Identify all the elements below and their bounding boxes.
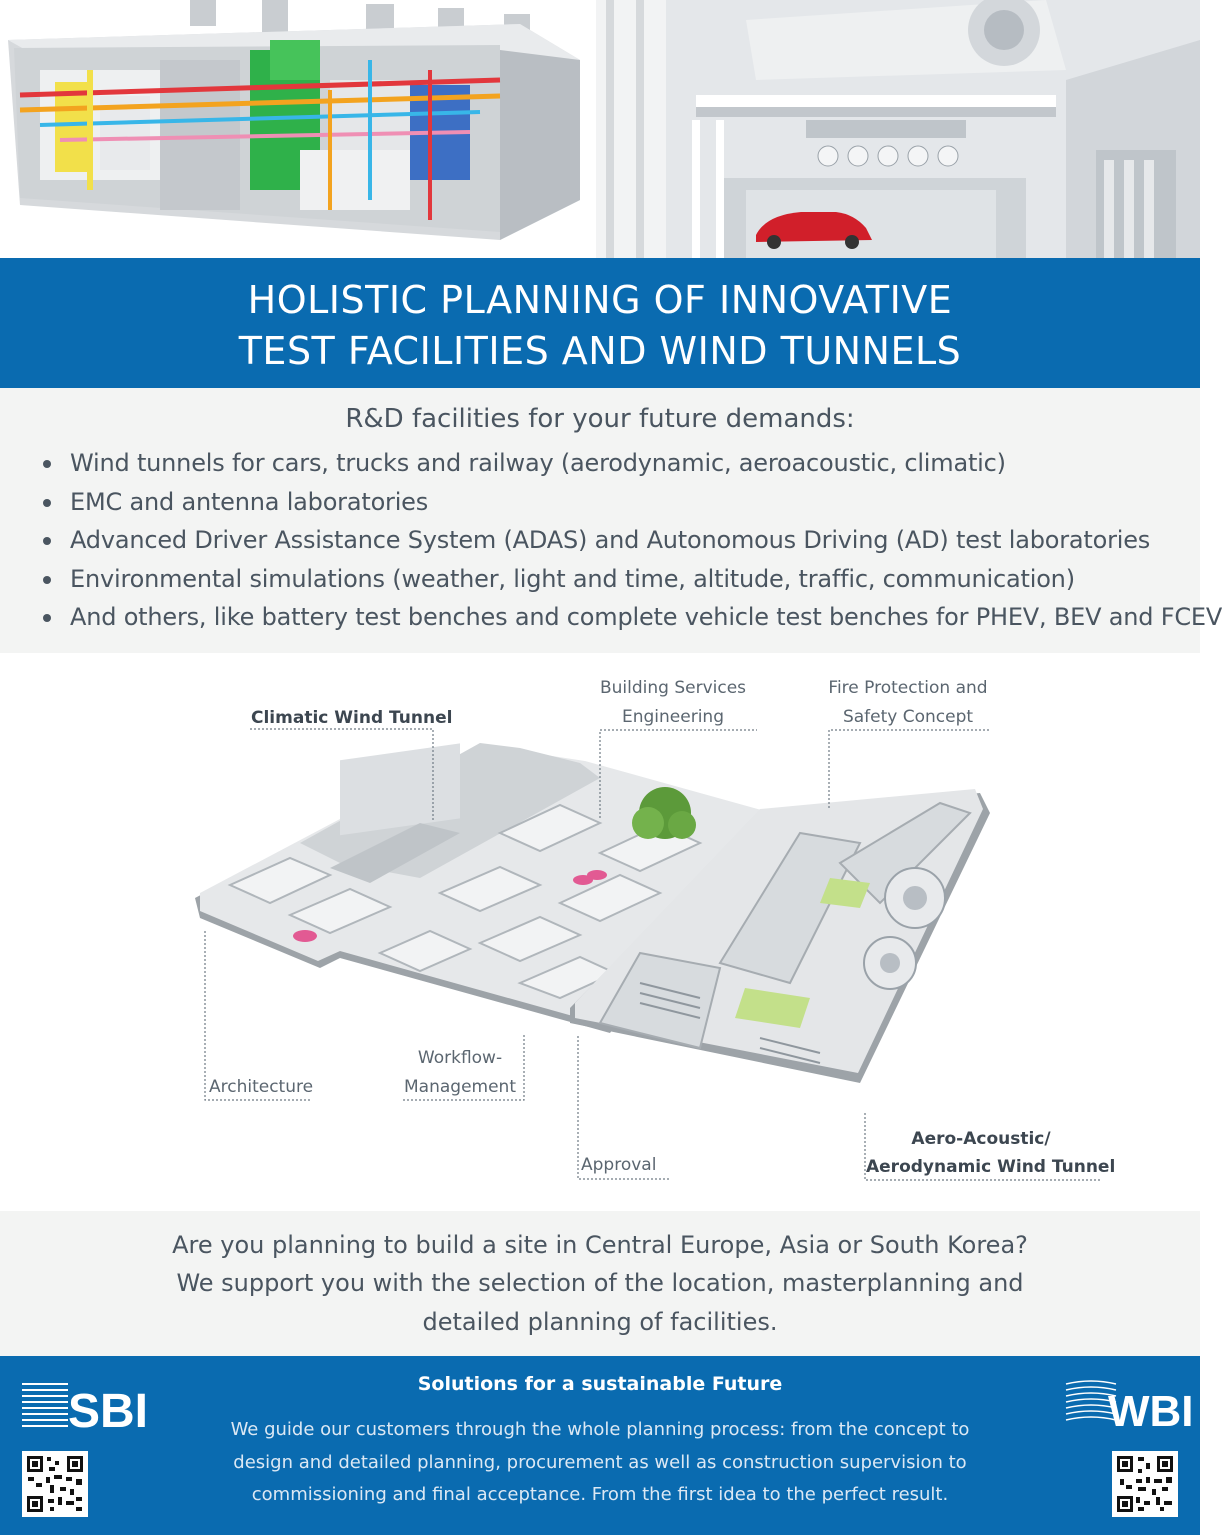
- label-climatic-wind-tunnel: Climatic Wind Tunnel: [251, 708, 453, 728]
- list-item-text: Advanced Driver Assistance System (ADAS) and Autonomous Driving (AD) test laboratories: [70, 526, 1151, 554]
- footer-text-line-3: commissioning and final acceptance. From the first idea to the perfect result.: [251, 1484, 949, 1505]
- test-facility-rendering: [0, 0, 596, 258]
- label-fire-protection-1: Fire Protection and: [828, 678, 988, 698]
- label-building-services-1: Building Services: [599, 678, 747, 698]
- wbi-logo-text: WBI: [1108, 1387, 1194, 1436]
- list-item: [40, 483, 1222, 522]
- footer-text-line-2: design and detailed planning, procurement as well as construction supervision to: [233, 1452, 967, 1473]
- bullet-icon: [43, 499, 51, 507]
- list-item: [40, 444, 1222, 483]
- label-approval: Approval: [581, 1155, 657, 1175]
- label-aero-tunnel-2: Aerodynamic Wind Tunnel: [866, 1157, 1116, 1177]
- bullet-icon: [43, 614, 51, 622]
- question-line-1: Are you planning to build a site in Central Europe, Asia or South Korea?: [172, 1231, 1028, 1259]
- sbi-logo-text: SBI: [68, 1385, 149, 1438]
- label-architecture: Architecture: [209, 1077, 314, 1097]
- footer-banner: [0, 1356, 1200, 1535]
- footer-text-line-1: We guide our customers through the whole planning process: from the concept to: [230, 1419, 970, 1440]
- list-item: [40, 521, 1222, 560]
- list-item-text: And others, like battery test benches and complete vehicle test benches for PHEV, BEV and FCEV: [70, 603, 1222, 631]
- label-workflow-1: Workflow-: [417, 1048, 503, 1068]
- question-section: [0, 1211, 1200, 1356]
- bullet-icon: [43, 537, 51, 545]
- intro-section: [0, 388, 1222, 653]
- question-line-2: We support you with the selection of the location, masterplanning and: [176, 1269, 1024, 1297]
- list-item: [40, 560, 1222, 599]
- page-title-line-2: TEST FACILITIES AND WIND TUNNELS: [238, 329, 962, 373]
- hero-images: [0, 0, 1200, 258]
- list-item-text: EMC and antenna laboratories: [70, 487, 429, 516]
- wind-tunnel-rendering: [596, 0, 1200, 258]
- facility-list: [40, 444, 1222, 637]
- label-workflow-2: Management: [404, 1077, 516, 1097]
- footer-heading: Solutions for a sustainable Future: [417, 1373, 783, 1395]
- question-line-3: detailed planning of facilities.: [422, 1308, 778, 1336]
- facility-diagram: [0, 653, 1200, 1211]
- title-banner: [0, 258, 1200, 388]
- label-aero-tunnel-1: Aero-Acoustic/: [911, 1129, 1051, 1149]
- list-item: [40, 598, 1222, 637]
- label-fire-protection-2: Safety Concept: [842, 707, 974, 727]
- bullet-icon: [43, 576, 51, 584]
- list-item-text: Environmental simulations (weather, light and time, altitude, traffic, communication): [70, 564, 1075, 593]
- label-building-services-2: Engineering: [622, 707, 724, 727]
- list-item-text: Wind tunnels for cars, trucks and railway (aerodynamic, aeroacoustic, climatic): [70, 449, 1006, 477]
- intro-heading: R&D facilities for your future demands:: [345, 404, 855, 434]
- bullet-icon: [43, 460, 51, 468]
- page-title-line-1: HOLISTIC PLANNING OF INNOVATIVE: [247, 278, 953, 322]
